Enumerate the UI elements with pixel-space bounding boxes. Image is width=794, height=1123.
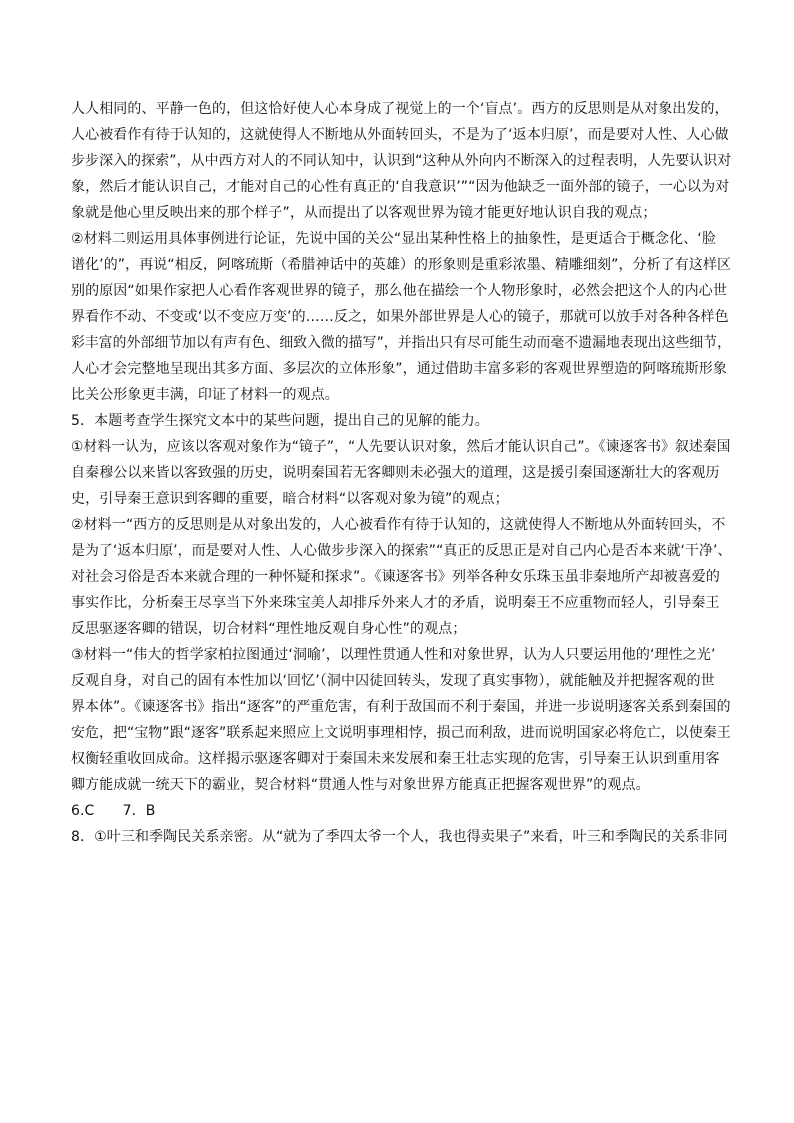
text-line: 卿方能成就一统天下的霸业，契合材料“贯通人性与对象世界方能真正把握客观世界”的观点。 [71, 777, 650, 793]
text-line: 人人相同的、平静一色的，但这恰好使人心本身成了视觉上的一个‘盲点’。西方的反思则是从对象出发的， [71, 101, 729, 117]
text-line: 比关公形象更丰满，印证了材料一的观点。 [71, 387, 339, 403]
text-line: 史，引导秦王意识到客卿的重要，暗合材料“以客观对象为镜”的观点； [71, 491, 509, 507]
question-5-heading: 5．本题考查学生探究文本中的某些问题，提出自己的见解的能力。 [71, 413, 489, 429]
answers-6-7: 6.C 7．B [71, 803, 156, 819]
text-line: 界看作不动、不变或‘以不变应万变’的……反之，如果外部世界是人心的镜子，那就可以放手对各种各样色 [71, 309, 729, 325]
text-line: 人心被看作有待于认知的，这就使得人不断地从外面转回头，不是为了‘返本归原’，而是要对人性、人心做 [71, 127, 729, 143]
text-line: 自秦穆公以来皆以客致强的历史，说明秦国若无客卿则未必强大的道理，这是援引秦国逐渐壮大的客观历 [71, 465, 720, 481]
text-line: ③材料一“伟大的哲学家柏拉图通过‘洞喻’，以理性贯通人性和对象世界，认为人只要运用他的‘理性之光’ [71, 647, 716, 663]
text-line: 象就是他心里反映出来的那个样子”，从而提出了以客观世界为镜才能更好地认识自我的观点； [71, 205, 657, 221]
text-line: 人心才会完整地呈现出其多方面、多层次的立体形象”，通过借助丰富多彩的客观世界塑造的阿喀琉斯形象 [71, 361, 727, 377]
text-line: 界本体”。《谏逐客书》指出“逐客”的严重危害，有利于敌国而不利于秦国，并进一步说明逐客关系到秦国的 [71, 699, 731, 715]
text-line: 反思驱逐客卿的错误，切合材料“理性地反观自身心性”的观点； [71, 621, 467, 637]
text-line: ①材料一认为，应该以客观对象作为“镜子”，“人先要认识对象，然后才能认识自己”。《谏逐客书》叙述秦国 [71, 439, 731, 455]
text-line: 对社会习俗是否本来就合理的一种怀疑和探求”。《谏逐客书》列举各种女乐珠玉虽非秦地所产却被喜爱的 [71, 569, 720, 585]
question-8-line: 8．①叶三和季陶民关系亲密。从“就为了季四太爷一个人，我也得卖果子”来看，叶三和季陶民的关系非同 [71, 829, 728, 845]
text-line: 彩丰富的外部细节加以有声有色、细致入微的描写”，并指出只有尽可能生动而毫不遗漏地表现出这些细节， [71, 335, 732, 351]
text-line: 象，然后才能认识自己，才能对自己的心性有真正的‘自我意识’”“因为他缺乏一面外部的镜子，一心以为对 [71, 179, 730, 195]
text-line: 安危，把“宝物”跟“逐客”联系起来照应上文说明事理相悖，损己而利敌，进而说明国家必将危亡，以使秦王 [71, 725, 731, 741]
text-line: 事实作比，分析秦王尽享当下外来珠宝美人却排斥外来人才的矛盾，说明秦王不应重物而轻人，引导秦王 [71, 595, 720, 611]
text-line: ②材料二则运用具体事例进行论证，先说中国的关公“显出某种性格上的抽象性，是更适合于概念化、‘脸 [71, 231, 716, 247]
text-line: 别的原因“如果作家把人心看作客观世界的镜子，那么他在描绘一个人物形象时，必然会把这个人的内心世 [71, 283, 727, 299]
text-line: ②材料一“西方的反思则是从对象出发的，人心被看作有待于认知的，这就使得人不断地从外面转回头，不 [71, 517, 726, 533]
text-line: 步步深入的探索”，从中西方对人的不同认知中，认识到“这种从外向内不断深入的过程表明，人先要认识对 [71, 153, 732, 169]
text-line: 是为了‘返本归原’，而是要对人性、人心做步步深入的探索”“真正的反思正是对自己内心是否本来就‘干净’、 [71, 543, 732, 559]
text-line: 反观自身，对自己的固有本性加以‘回忆’（洞中囚徒回转头，发现了真实事物），就能触及并把握客观的世 [71, 673, 715, 689]
text-line: 谱化’的”，再说“相反，阿喀琉斯（希腊神话中的英雄）的形象则是重彩浓墨、精雕细刻”，分析了有这样区 [71, 257, 732, 273]
text-line: 权衡轻重收回成命。这样揭示驱逐客卿对于秦国未来发展和秦王壮志实现的危害，引导秦王认识到重用客 [71, 751, 720, 767]
